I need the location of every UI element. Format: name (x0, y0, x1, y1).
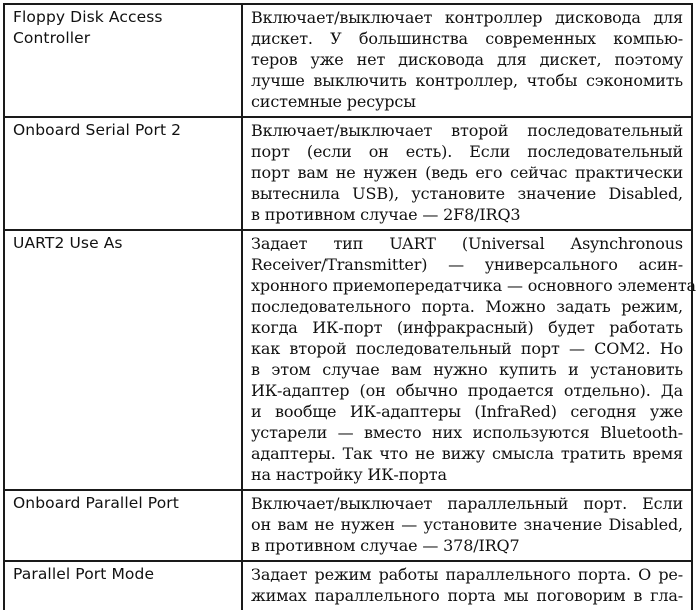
parameter-description-cell (242, 4, 692, 117)
parameter-description-cell (242, 561, 692, 610)
parameter-name-line: Parallel Port Mode (13, 565, 155, 583)
description-line: в противном случае — 2F8/IRQ3 (251, 205, 521, 224)
parameter-description-cell (242, 230, 696, 490)
parameter-name-line: UART2 Use As (13, 234, 123, 252)
parameter-description-cell (242, 117, 692, 230)
description-line: порт (если он есть). Если последовательный (251, 142, 683, 161)
parameter-name-cell (4, 117, 242, 230)
parameter-name-cell (4, 230, 242, 490)
description-line: Включает/выключает второй последовательный (251, 121, 683, 140)
table-row (4, 117, 692, 230)
description-line: адаптеры. Так что не вижу смысла тратить время (251, 444, 683, 463)
description-line: дискет. У большинства современных компью- (251, 29, 683, 48)
description-line: хронного приемопередатчика — основного элемента (251, 276, 696, 295)
description-line: ИК-адаптер (он обычно продается отдельно). Да (251, 381, 683, 400)
parameter-name-line: Controller (13, 29, 91, 47)
bios-settings-table (3, 3, 696, 610)
table-row (4, 561, 692, 610)
description-line: Включает/выключает параллельный порт. Если (251, 494, 683, 513)
description-line: когда ИК-порт (инфракрасный) будет работать (251, 318, 683, 337)
description-line: Задает тип UART (Universal Asynchronous (251, 234, 683, 253)
description-line: как второй последовательный порт — COM2. Но (251, 339, 683, 358)
description-line: он вам не нужен — установите значение Disabled, (251, 515, 683, 534)
parameter-name-cell (4, 4, 242, 117)
description-line: порт вам не нужен (ведь его сейчас практически (251, 163, 683, 182)
description-line: в этом случае вам нужно купить и установить (251, 360, 683, 379)
table-row (4, 230, 692, 490)
table-row (4, 490, 692, 561)
description-line: системные ресурсы (251, 92, 416, 111)
parameter-name-line: Onboard Serial Port 2 (13, 121, 182, 139)
description-line: в противном случае — 378/IRQ7 (251, 536, 520, 555)
parameter-name-cell (4, 490, 242, 561)
parameter-description-cell (242, 490, 692, 561)
description-line: вытеснила USB), установите значение Disabled, (251, 184, 683, 203)
description-line: Включает/выключает контроллер дисковода для (251, 8, 683, 27)
description-line: последовательного порта. Можно задать режим, (251, 297, 683, 316)
parameter-name-line: Onboard Parallel Port (13, 494, 179, 512)
parameter-name-line: Floppy Disk Access (13, 8, 163, 26)
parameter-name-cell (4, 561, 242, 610)
table-row (4, 4, 692, 117)
description-line: устарели — вместо них используются Bluetooth- (251, 423, 683, 442)
description-line: жимах параллельного порта мы поговорим в гла- (251, 586, 683, 605)
description-line: и вообще ИК-адаптеры (InfraRed) сегодня уже (251, 402, 683, 421)
description-line: Задает режим работы параллельного порта. О ре- (251, 565, 683, 584)
description-line: на настройку ИК-порта (251, 465, 447, 484)
description-line: теров уже нет дисковода для дискет, поэтому (251, 50, 683, 69)
description-line: лучше выключить контроллер, чтобы сэкономить (251, 71, 683, 90)
description-line: Receiver/Transmitter) — универсального асин- (251, 255, 683, 274)
